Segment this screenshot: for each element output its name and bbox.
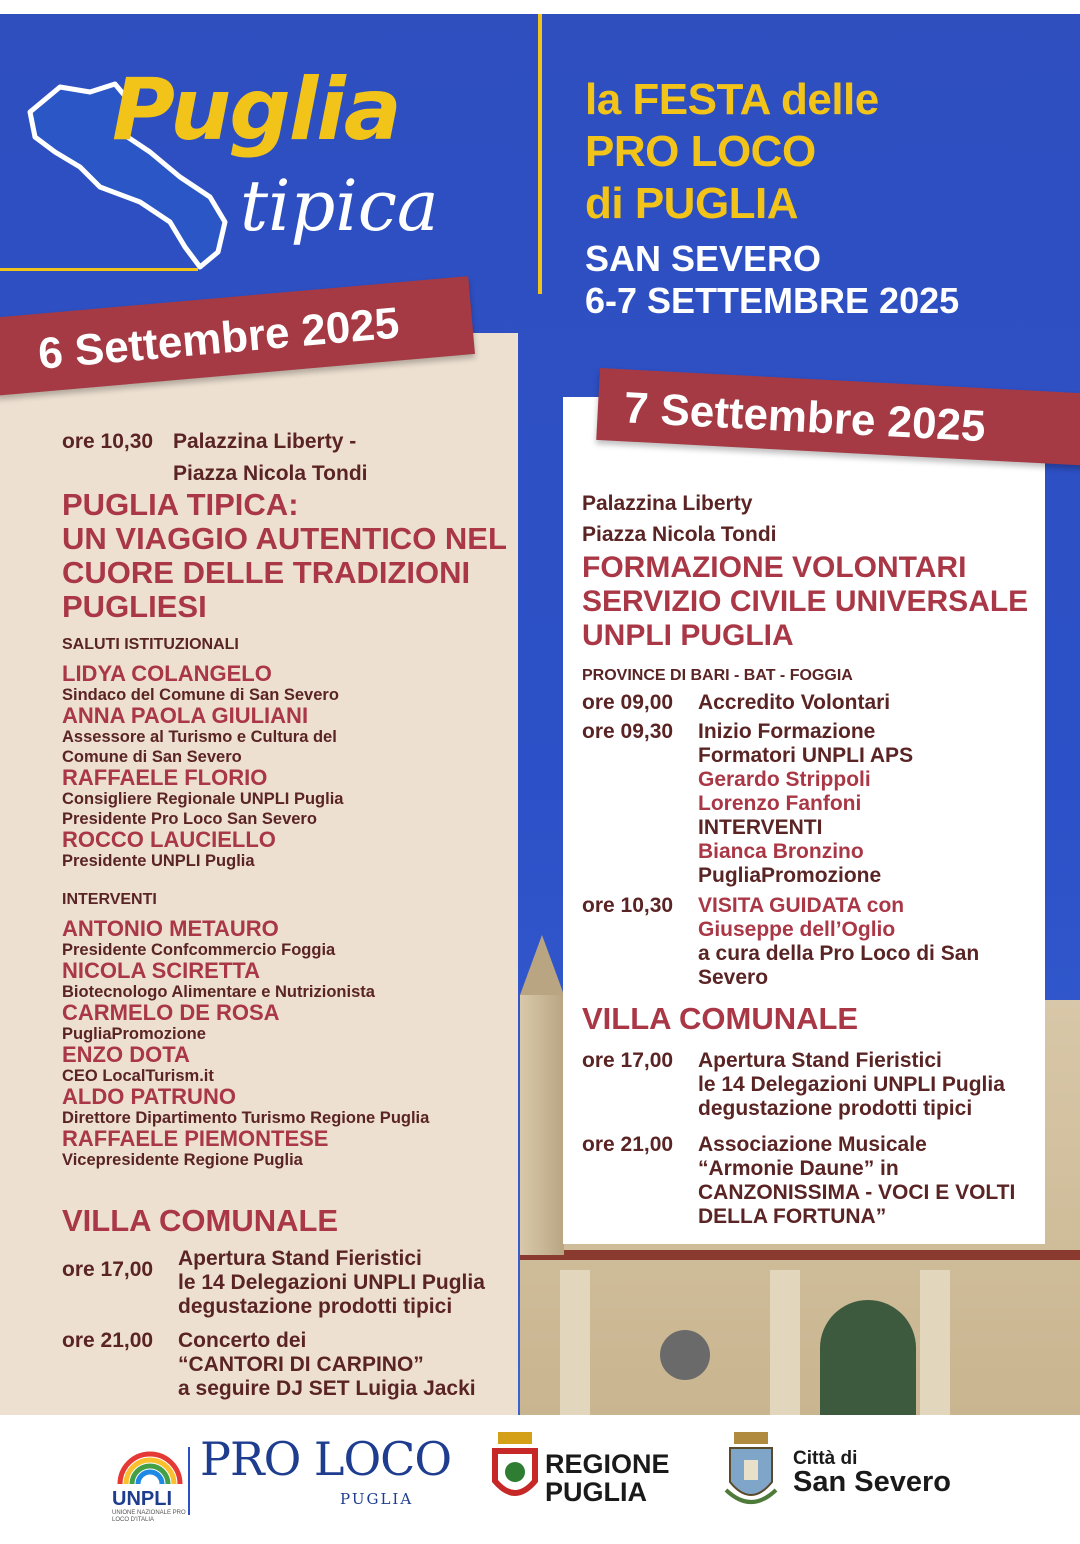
regione-puglia-coat-of-arms-icon bbox=[488, 1430, 542, 1512]
unpli-logo-text: UNPLI bbox=[112, 1488, 172, 1510]
round-window bbox=[660, 1330, 710, 1380]
headline-line: UN VIAGGIO AUTENTICO NEL bbox=[62, 521, 507, 556]
detail-line: le 14 Delegazioni UNPLI Puglia bbox=[178, 1271, 485, 1294]
day1-concert-details bbox=[178, 1329, 476, 1401]
headline-line: SERVIZIO CIVILE UNIVERSALE bbox=[582, 585, 1029, 618]
day2-tour-details bbox=[698, 894, 979, 990]
speaker-name: ENZO DOTA bbox=[62, 1042, 190, 1067]
detail-line: VISITA GUIDATA con bbox=[698, 894, 905, 917]
day1-time-2100: ore 21,00 bbox=[62, 1329, 154, 1352]
speaker-role: PugliaPromozione bbox=[698, 864, 882, 887]
day2-time-1030: ore 10,30 bbox=[582, 894, 674, 917]
day1-headline bbox=[62, 488, 507, 624]
event-title-line: PRO LOCO bbox=[585, 127, 816, 176]
detail-line: Associazione Musicale bbox=[698, 1133, 927, 1156]
event-title-line: di PUGLIA bbox=[585, 179, 799, 228]
event-place-date bbox=[585, 238, 959, 322]
event-title bbox=[585, 74, 879, 230]
detail-line: Apertura Stand Fieristici bbox=[178, 1247, 422, 1270]
speaker-role: CEO LocalTurism.it bbox=[62, 1067, 214, 1085]
san-severo-text: San Severo bbox=[793, 1466, 951, 1498]
day2-stand-details bbox=[698, 1049, 1005, 1121]
citta-di-text: Città di bbox=[793, 1448, 858, 1469]
speaker-name: CARMELO DE ROSA bbox=[62, 1000, 280, 1025]
logo-underline bbox=[0, 268, 198, 271]
detail-line: Formatori UNPLI APS bbox=[698, 744, 914, 767]
speaker-name: RAFFAELE FLORIO bbox=[62, 765, 268, 790]
detail-line: Inizio Formazione bbox=[698, 720, 876, 743]
day2-villa-heading: VILLA COMUNALE bbox=[582, 1001, 859, 1036]
speaker-role: Direttore Dipartimento Turismo Regione Puglia bbox=[62, 1109, 430, 1127]
trainer-name: Lorenzo Fanfoni bbox=[698, 792, 862, 815]
detail-line: “Armonie Daune” in bbox=[698, 1157, 899, 1180]
detail-line: “CANTORI DI CARPINO” bbox=[178, 1353, 424, 1376]
speaker-role: Presidente UNPLI Puglia bbox=[62, 852, 255, 870]
headline-line: PUGLIESI bbox=[62, 589, 207, 624]
speaker-role: Presidente Pro Loco San Severo bbox=[62, 810, 317, 828]
day2-accredito: Accredito Volontari bbox=[698, 691, 891, 714]
day1-stand-details bbox=[178, 1247, 485, 1319]
footer-divider bbox=[188, 1447, 190, 1515]
speaker-name: ANTONIO METAURO bbox=[62, 916, 279, 941]
detail-line: DELLA FORTUNA” bbox=[698, 1205, 887, 1228]
regione-puglia-text bbox=[545, 1450, 670, 1506]
logo-puglia-text: Puglia bbox=[112, 60, 400, 160]
day2-venue-line1: Palazzina Liberty bbox=[582, 492, 753, 515]
day1-time-1700: ore 17,00 bbox=[62, 1258, 154, 1281]
unpli-rainbow-icon bbox=[115, 1440, 185, 1486]
detail-line: Severo bbox=[698, 966, 769, 989]
unpli-logo-subtitle: UNIONE NAZIONALE PRO LOCO D'ITALIA bbox=[112, 1510, 186, 1523]
detail-line: Apertura Stand Fieristici bbox=[698, 1049, 942, 1072]
detail-line: a seguire DJ SET Luigia Jacki bbox=[178, 1377, 476, 1400]
speaker-role: Vicepresidente Regione Puglia bbox=[62, 1151, 303, 1169]
detail-line: Concerto dei bbox=[178, 1329, 307, 1352]
headline-line: FORMAZIONE VOLONTARI bbox=[582, 551, 967, 584]
headline-line: CUORE DELLE TRADIZIONI bbox=[62, 555, 471, 590]
speaker-name: ANNA PAOLA GIULIANI bbox=[62, 703, 309, 728]
day1-venue-line1: Palazzina Liberty - bbox=[173, 430, 357, 453]
detail-line: a cura della Pro Loco di San bbox=[698, 942, 980, 965]
detail-line: le 14 Delegazioni UNPLI Puglia bbox=[698, 1073, 1005, 1096]
regione-line: PUGLIA bbox=[545, 1477, 648, 1507]
column bbox=[560, 1270, 590, 1415]
san-severo-coat-of-arms-icon bbox=[722, 1430, 780, 1514]
interventi-label: INTERVENTI bbox=[698, 816, 823, 839]
day2-time-0930: ore 09,30 bbox=[582, 720, 674, 743]
day1-interventions bbox=[62, 918, 502, 1170]
top-strip bbox=[0, 0, 1080, 14]
event-dates: 6-7 SETTEMBRE 2025 bbox=[585, 280, 960, 321]
column bbox=[770, 1270, 800, 1415]
proloco-logo-text: PRO LOCO bbox=[200, 1432, 452, 1486]
guide-name: Giuseppe dell’Oglio bbox=[698, 918, 896, 941]
proloco-logo-subtitle: PUGLIA bbox=[340, 1490, 414, 1508]
speaker-name: ALDO PATRUNO bbox=[62, 1084, 236, 1109]
speaker-name: NICOLA SCIRETTA bbox=[62, 958, 260, 983]
day2-headline bbox=[582, 551, 1028, 653]
column bbox=[920, 1270, 950, 1415]
day2-date-label: 7 Settembre 2025 bbox=[622, 383, 987, 452]
day1-time-1030: ore 10,30 bbox=[62, 430, 154, 453]
event-city: SAN SEVERO bbox=[585, 238, 822, 279]
day2-province-label: PROVINCE DI BARI - BAT - FOGGIA bbox=[582, 667, 853, 684]
speaker-role: PugliaPromozione bbox=[62, 1025, 206, 1043]
headline-line: UNPLI PUGLIA bbox=[582, 619, 794, 652]
detail-line: degustazione prodotti tipici bbox=[178, 1295, 453, 1318]
speaker-name: LIDYA COLANGELO bbox=[62, 661, 272, 686]
speaker-name: ROCCO LAUCIELLO bbox=[62, 827, 276, 852]
day1-speakers bbox=[62, 663, 502, 871]
speaker-name: Bianca Bronzino bbox=[698, 840, 864, 863]
day1-venue-line2: Piazza Nicola Tondi bbox=[173, 462, 368, 485]
detail-line: CANZONISSIMA - VOCI E VOLTI bbox=[698, 1181, 1016, 1204]
speaker-name: RAFFAELE PIEMONTESE bbox=[62, 1126, 329, 1151]
headline-line: PUGLIA TIPICA: bbox=[62, 487, 299, 522]
speaker-role: Consigliere Regionale UNPLI Puglia bbox=[62, 790, 344, 808]
day2-training-details bbox=[698, 720, 913, 888]
regione-line: REGIONE bbox=[545, 1449, 670, 1479]
interventi-label: INTERVENTI bbox=[62, 891, 157, 908]
event-title-line: la FESTA delle bbox=[585, 75, 879, 124]
trainer-name: Gerardo Strippoli bbox=[698, 768, 871, 791]
cornice bbox=[520, 1250, 1080, 1260]
day2-venue-line2: Piazza Nicola Tondi bbox=[582, 523, 777, 546]
day1-date-label: 6 Settembre 2025 bbox=[36, 298, 402, 379]
doorway-arch bbox=[820, 1300, 916, 1415]
day2-time-2100: ore 21,00 bbox=[582, 1133, 674, 1156]
bell-tower-photo bbox=[520, 995, 564, 1255]
speaker-role: Presidente Confcommercio Foggia bbox=[62, 941, 336, 959]
logo-tipica-text: tipica bbox=[240, 165, 439, 247]
day2-time-1700: ore 17,00 bbox=[582, 1049, 674, 1072]
day1-villa-heading: VILLA COMUNALE bbox=[62, 1203, 339, 1238]
speaker-role: Assessore al Turismo e Cultura del bbox=[62, 728, 337, 746]
day2-time-0900: ore 09,00 bbox=[582, 691, 674, 714]
vertical-divider bbox=[538, 14, 542, 294]
speaker-role: Comune di San Severo bbox=[62, 748, 242, 766]
saluti-label: SALUTI ISTITUZIONALI bbox=[62, 636, 239, 653]
speaker-role: Sindaco del Comune di San Severo bbox=[62, 686, 339, 704]
day2-concert-details bbox=[698, 1133, 1015, 1229]
detail-line: degustazione prodotti tipici bbox=[698, 1097, 973, 1120]
speaker-role: Biotecnologo Alimentare e Nutrizionista bbox=[62, 983, 375, 1001]
